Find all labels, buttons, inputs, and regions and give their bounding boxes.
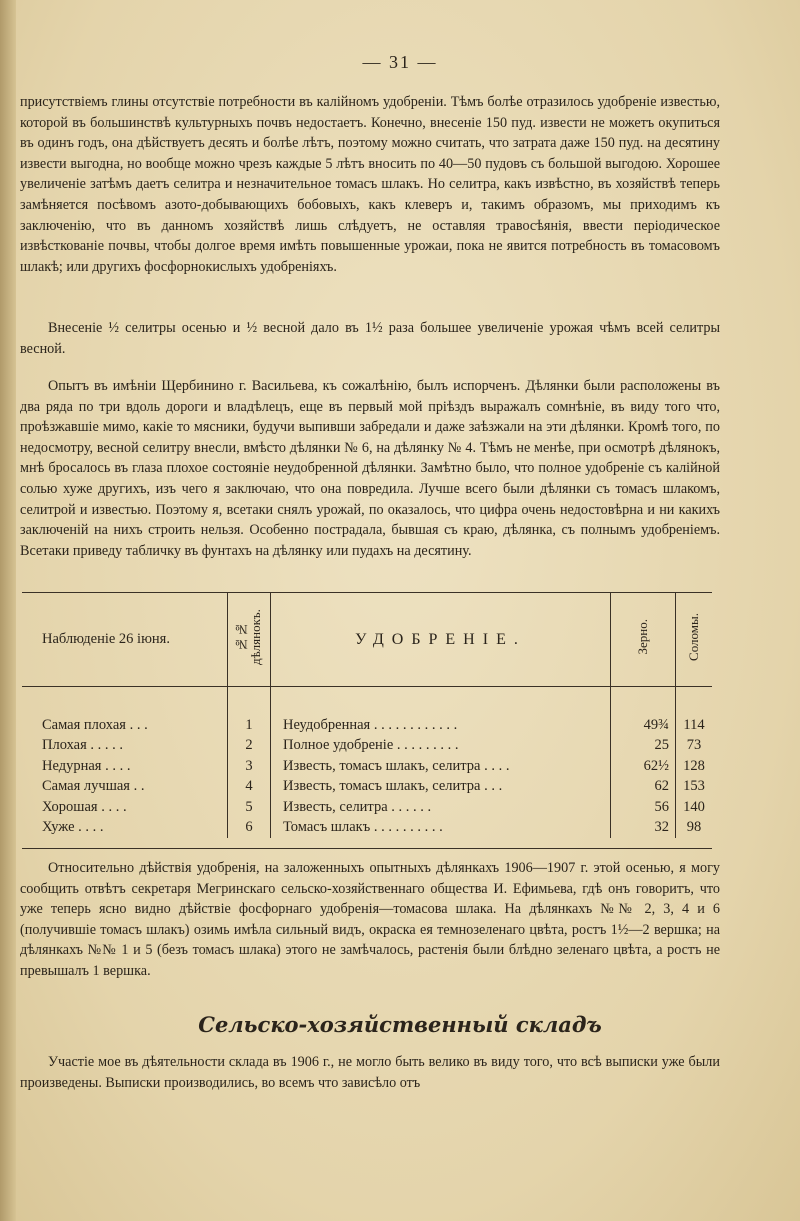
cell-grain: 56 xyxy=(611,797,676,818)
page-number: — 31 — xyxy=(362,52,438,72)
table-row xyxy=(22,756,712,777)
cell-straw: 114 xyxy=(683,716,705,733)
cell-grain: 62 xyxy=(611,777,676,798)
cell-grain: 32 xyxy=(611,818,676,839)
cell-straw: 153 xyxy=(683,778,705,795)
cell-fertilizer: Известь, томасъ шлакъ, селитра . . . . xyxy=(271,756,611,777)
cell-plot: 3 xyxy=(228,756,271,777)
cell-fertilizer: Полное удобреніе . . . . . . . . . xyxy=(271,736,611,757)
cell-straw: 98 xyxy=(686,819,702,836)
cell-straw: 128 xyxy=(683,757,705,774)
header-fertilizer: УДОБРЕНІЕ. xyxy=(271,593,611,687)
table-row xyxy=(22,777,712,798)
cell-straw: 73 xyxy=(686,737,702,754)
header-plot-no-label: №№ дѣлянокъ. xyxy=(234,609,263,665)
cell-observation: Самая плохая . . . xyxy=(22,715,228,736)
header-straw xyxy=(676,593,713,687)
cell-straw: 140 xyxy=(683,798,705,815)
header-plot-no xyxy=(228,593,271,687)
paragraph-2: Внесеніе ½ селитры осенью и ½ весной дало въ 1½ раза большее увеличеніе урожая чѣмъ всей селитры весной. xyxy=(20,320,720,357)
cell-grain: 49¾ xyxy=(611,715,676,736)
table-row xyxy=(22,797,712,818)
table-row xyxy=(22,736,712,757)
table-header-row xyxy=(22,593,712,687)
cell-fertilizer: Известь, томасъ шлакъ, селитра . . . xyxy=(271,777,611,798)
yield-table xyxy=(22,592,712,849)
cell-plot: 2 xyxy=(228,736,271,757)
cell-observation: Хуже . . . . xyxy=(22,818,228,839)
cell-plot: 5 xyxy=(228,797,271,818)
table-row xyxy=(22,818,712,839)
cell-grain: 62½ xyxy=(611,756,676,777)
cell-observation: Недурная . . . . xyxy=(22,756,228,777)
header-observation: Наблюденіе 26 іюня. xyxy=(22,593,228,687)
paragraph-1: присутствіемъ глины отсутствіе потребности въ калійномъ удобреніи. Тѣмъ болѣе отразилось удобреніе известью, которой въ большинствѣ культурныхъ почвъ недостаетъ. Конечно, внесеніе 150 пуд. извести не можетъ окупиться въ одинъ годъ, она дѣйствуетъ десять и болѣе лѣтъ, поэтому можно считать, что затрата даже 150 пуд. на десятину извести выгодна, но вообще можно чрезъ каждые 5 лѣтъ вносить по 40—50 пудовъ съ большой выгодою. Хорошее увеличеніе затѣмъ даетъ селитра и незначительное томасъ шлакъ. Но селитра, какъ извѣстно, въ хозяйствѣ теперь замѣняется посѣвомъ азото-добывающихъ бобовыхъ, какъ клеверъ и, такимъ образомъ, мы приходимъ къ заключенію, что въ данномъ хозяйствѣ лишь слѣдуетъ, не оставляя травосѣянія, ввести періодическое извѣсткованіе почвы, чтобы долгое время имѣть повышенные урожаи, пока не явится потребность въ томасовомъ шлакѣ; или другихъ фосфорнокислыхъ удобреніяхъ. xyxy=(20,94,720,275)
cell-fertilizer: Неудобренная . . . . . . . . . . . . xyxy=(271,715,611,736)
cell-observation: Самая лучшая . . xyxy=(22,777,228,798)
cell-observation: Хорошая . . . . xyxy=(22,797,228,818)
header-grain-label: Зерно. xyxy=(635,619,650,655)
header-straw-label: Соломы. xyxy=(686,613,701,661)
table-row xyxy=(22,715,712,736)
cell-fertilizer: Известь, селитра . . . . . . xyxy=(271,797,611,818)
binding-edge xyxy=(0,0,16,1221)
section-heading: Сельско-хозяйственный складъ xyxy=(198,1012,602,1037)
header-grain xyxy=(611,593,676,687)
cell-fertilizer: Томасъ шлакъ . . . . . . . . . . xyxy=(271,818,611,839)
cell-grain: 25 xyxy=(611,736,676,757)
paragraph-4: Относительно дѣйствія удобренія, на заложенныхъ опытныхъ дѣлянкахъ 1906—1907 г. этой осенью, я могу сообщить отвѣтъ секретаря Мегринскаго сельско-хозяйственнаго общества И. Ефимьева, гдѣ онъ говоритъ, что уже теперь ясно видно дѣйствіе фосфорнаго удобренія—томасова шлака. На дѣлянкахъ №№ 2, 3, 4 и 6 (получившіе томасъ шлакъ) озимь имѣла сильный видъ, окраска ея темнозеленаго цвѣта, ростъ 1½—2 вершка; на дѣлянкахъ №№ 1 и 5 (безъ томасъ шлака) этого не замѣчалось, растенія были блѣдно зеленаго цвѣта, а ростъ не превышалъ 1 вершка. xyxy=(20,860,720,979)
paragraph-5: Участіе мое въ дѣятельности склада въ 1906 г., не могло быть велико въ виду того, что всѣ выписки уже были произведены. Выписки производились, во всемъ что зависѣло отъ xyxy=(20,1054,720,1091)
cell-plot: 4 xyxy=(228,777,271,798)
cell-plot: 6 xyxy=(228,818,271,839)
cell-observation: Плохая . . . . . xyxy=(22,736,228,757)
table-spacer-row xyxy=(22,687,712,716)
paragraph-3: Опытъ въ имѣніи Щербинино г. Васильева, къ сожалѣнію, былъ испорченъ. Дѣлянки были расположены въ два ряда по три вдоль дороги и владѣлецъ, еще въ первый мой пріѣздъ выражалъ сомнѣніе, въ виду того что, проѣзжавшіе мимо, какіе то мясники, будучи выпивши забредали и даже заѣзжали на эти дѣлянки. Кромѣ того, по недосмотру, весной селитру внесли, вмѣсто дѣлянки № 6, на дѣлянку № 4. Тѣмъ не менѣе, при осмотрѣ дѣлянокъ, мнѣ бросалось въ глаза плохое состояніе неудобренной дѣлянки. Замѣтно было, что полное удобреніе съ калійной солью хуже другихъ, изъ чего я заключаю, что она повредила. Лучше всего были дѣлянки съ томасъ шлакомъ, селитрой и известью. Поэтому я, всетаки снялъ урожай, по оказалось, что цифра очень недостовѣрна и ни какихъ заключеній на нихъ строить нельзя. Особенно пострадала, бывшая съ краю, дѣлянка, съ полнымъ удобреніемъ. Всетаки приведу табличку въ фунтахъ на дѣлянку или пудахъ на десятину. xyxy=(20,378,720,559)
cell-plot: 1 xyxy=(228,715,271,736)
